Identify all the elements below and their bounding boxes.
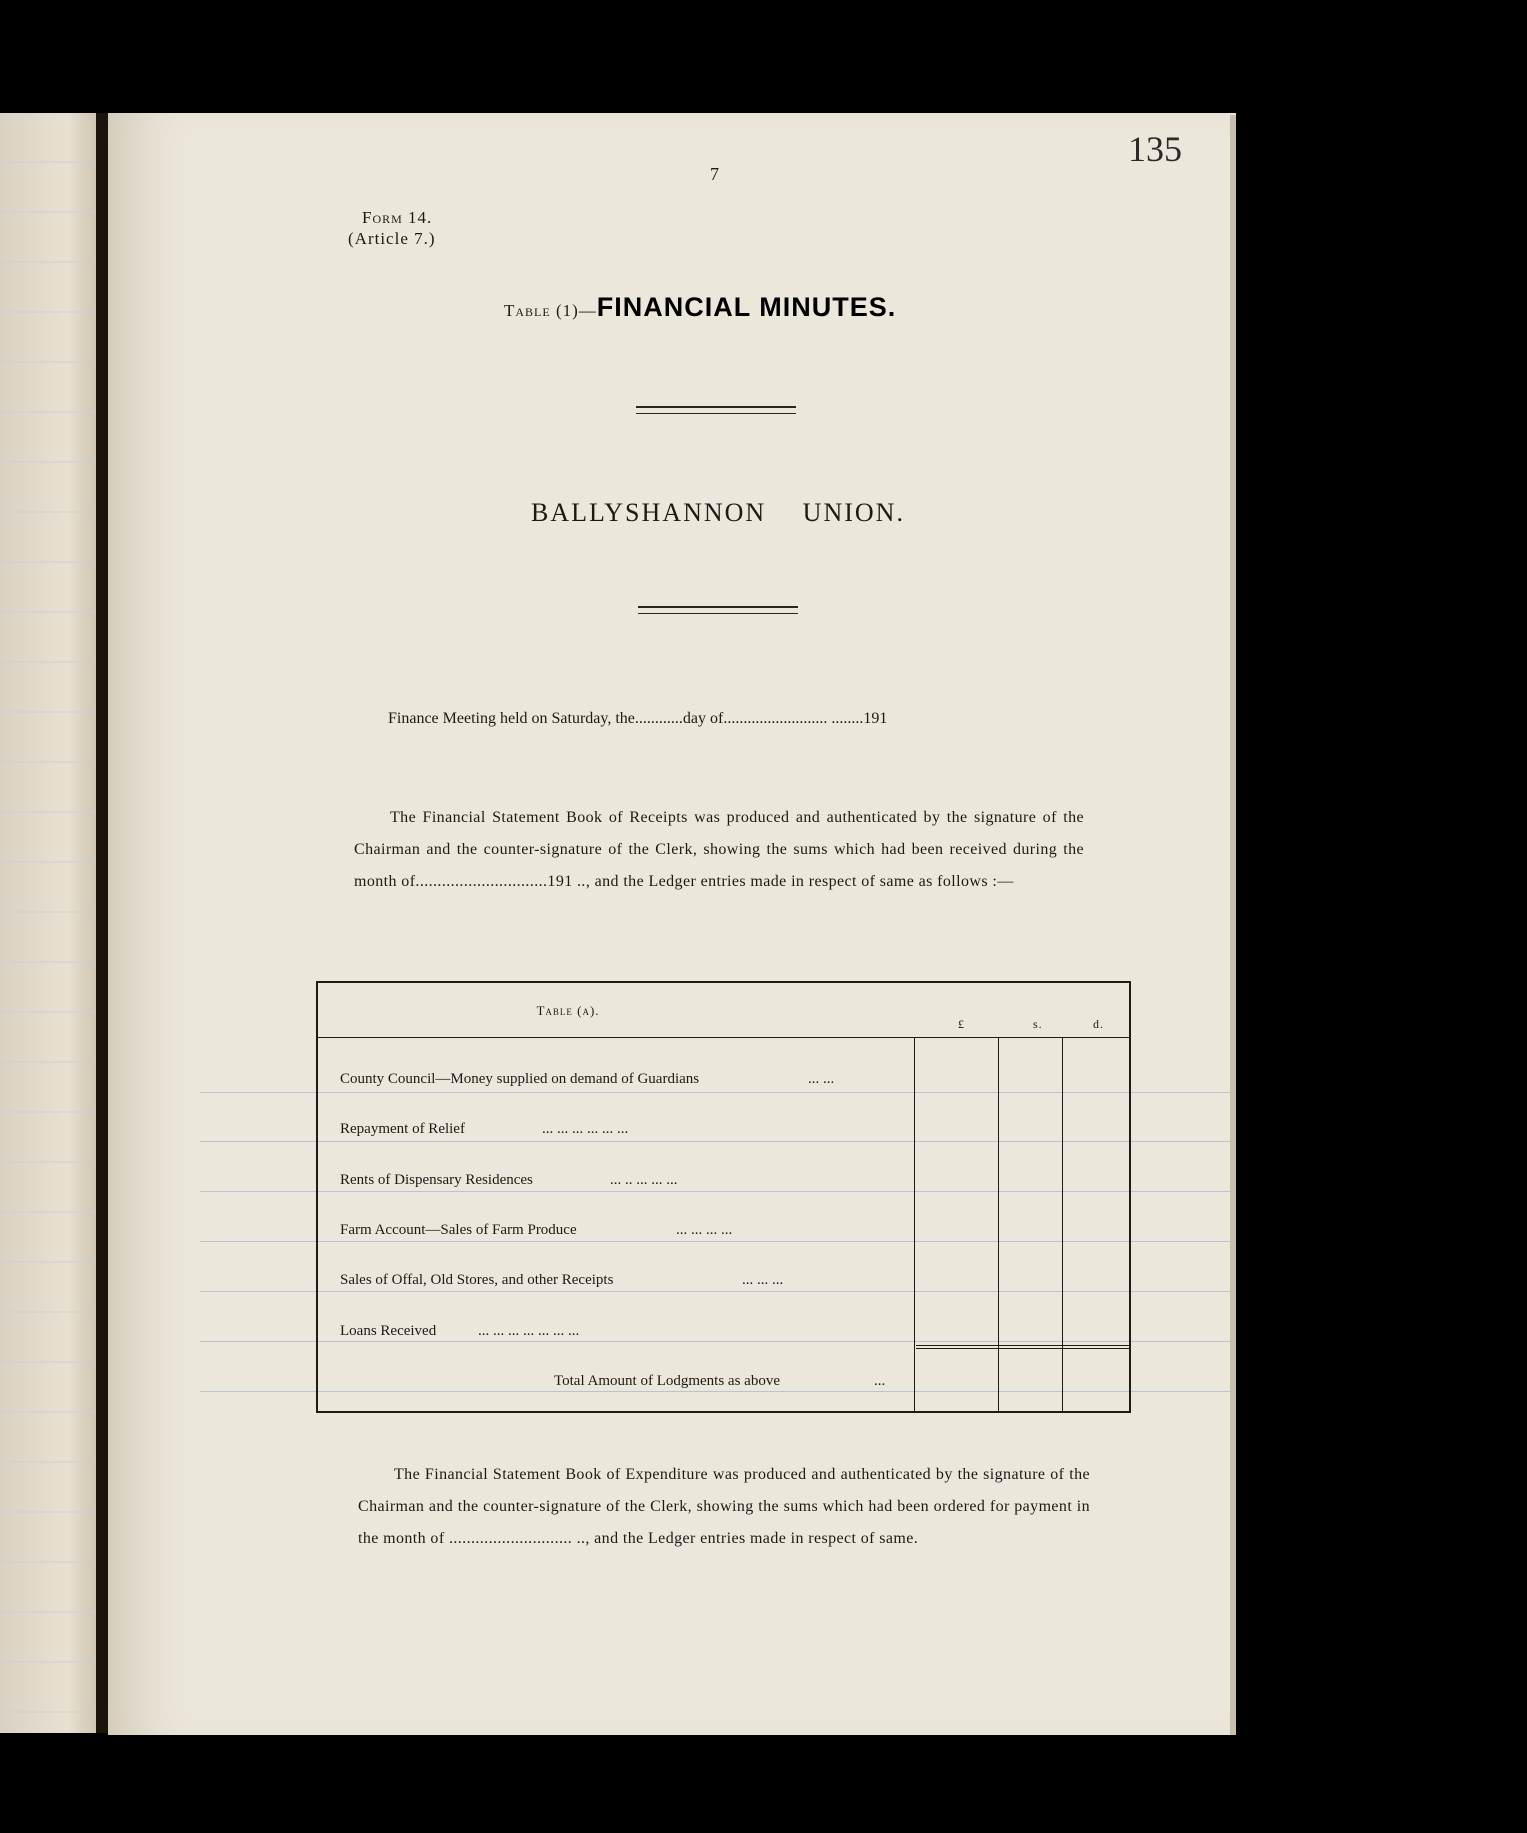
column-pence: d. <box>1093 1017 1104 1031</box>
row-label: County Council—Money supplied on demand of Guardians <box>340 1071 700 1087</box>
table-row <box>340 1071 900 1088</box>
table-row <box>340 1121 900 1138</box>
page-title <box>504 292 896 323</box>
column-divider <box>914 1037 915 1411</box>
row-label: Sales of Offal, Old Stores, and other Receipts <box>340 1272 614 1288</box>
total-label: Total Amount of Lodgments as above <box>554 1373 780 1389</box>
table-row <box>340 1272 900 1289</box>
double-rule <box>636 406 796 414</box>
row-label: Rents of Dispensary Residences <box>340 1172 533 1188</box>
table-title: Table (a). <box>536 1003 600 1018</box>
column-divider <box>998 1037 999 1411</box>
meeting-line: Finance Meeting held on Saturday, the............day of.......................... ........191 <box>388 710 888 727</box>
folio-number: 135 <box>1128 129 1182 169</box>
total-dots: ... <box>874 1373 886 1389</box>
row-dots: ... ... ... ... <box>676 1222 733 1238</box>
page-number: 7 <box>710 164 719 184</box>
column-shillings: s. <box>1033 1017 1043 1031</box>
row-dots: ... .. ... ... ... <box>610 1172 678 1188</box>
row-dots: ... ... <box>808 1071 835 1087</box>
total-row <box>554 1373 1114 1390</box>
row-label: Farm Account—Sales of Farm Produce <box>340 1222 577 1238</box>
page-edge <box>1230 115 1236 1735</box>
row-dots: ... ... ... ... ... ... ... <box>478 1323 580 1339</box>
row-dots: ... ... ... <box>742 1272 784 1288</box>
receipts-text: The Financial Statement Book of Receipts was produced and authenticated by the signature of the Chairman and the counter-signature of the Clerk, showing the sums which had been received during the month of..............................191 .., and the Ledger entries made in respect of same as follows :— <box>354 809 1084 890</box>
double-rule <box>638 606 798 614</box>
table-row <box>340 1323 900 1340</box>
total-rule <box>916 1345 1129 1346</box>
union-name: BALLYSHANNON UNION. <box>531 498 905 527</box>
article-label: (Article 7.) <box>348 229 436 248</box>
row-label: Loans Received <box>340 1323 437 1339</box>
total-rule <box>916 1348 1129 1349</box>
form-label: Form 14. <box>362 208 433 227</box>
title-text: FINANCIAL MINUTES. <box>596 292 897 322</box>
column-pounds: £ <box>958 1017 965 1031</box>
table-prefix: Table (1)— <box>504 301 597 320</box>
receipts-paragraph <box>354 802 1084 898</box>
column-divider <box>1062 1037 1063 1411</box>
row-label: Repayment of Relief <box>340 1121 465 1137</box>
expenditure-paragraph <box>358 1459 1090 1555</box>
expenditure-text: The Financial Statement Book of Expenditure was produced and authenticated by the signature of the Chairman and the counter-signature of the Clerk, showing the sums which had been ordered for payment in the month of ............................ .., and the Ledger entries made in respect of same. <box>358 1466 1090 1547</box>
table-row <box>340 1172 900 1189</box>
receipts-table <box>316 981 1131 1413</box>
facing-page <box>0 113 96 1733</box>
table-header-rule <box>318 1037 1129 1038</box>
table-row <box>340 1222 900 1239</box>
row-dots: ... ... ... ... ... ... <box>542 1121 629 1137</box>
